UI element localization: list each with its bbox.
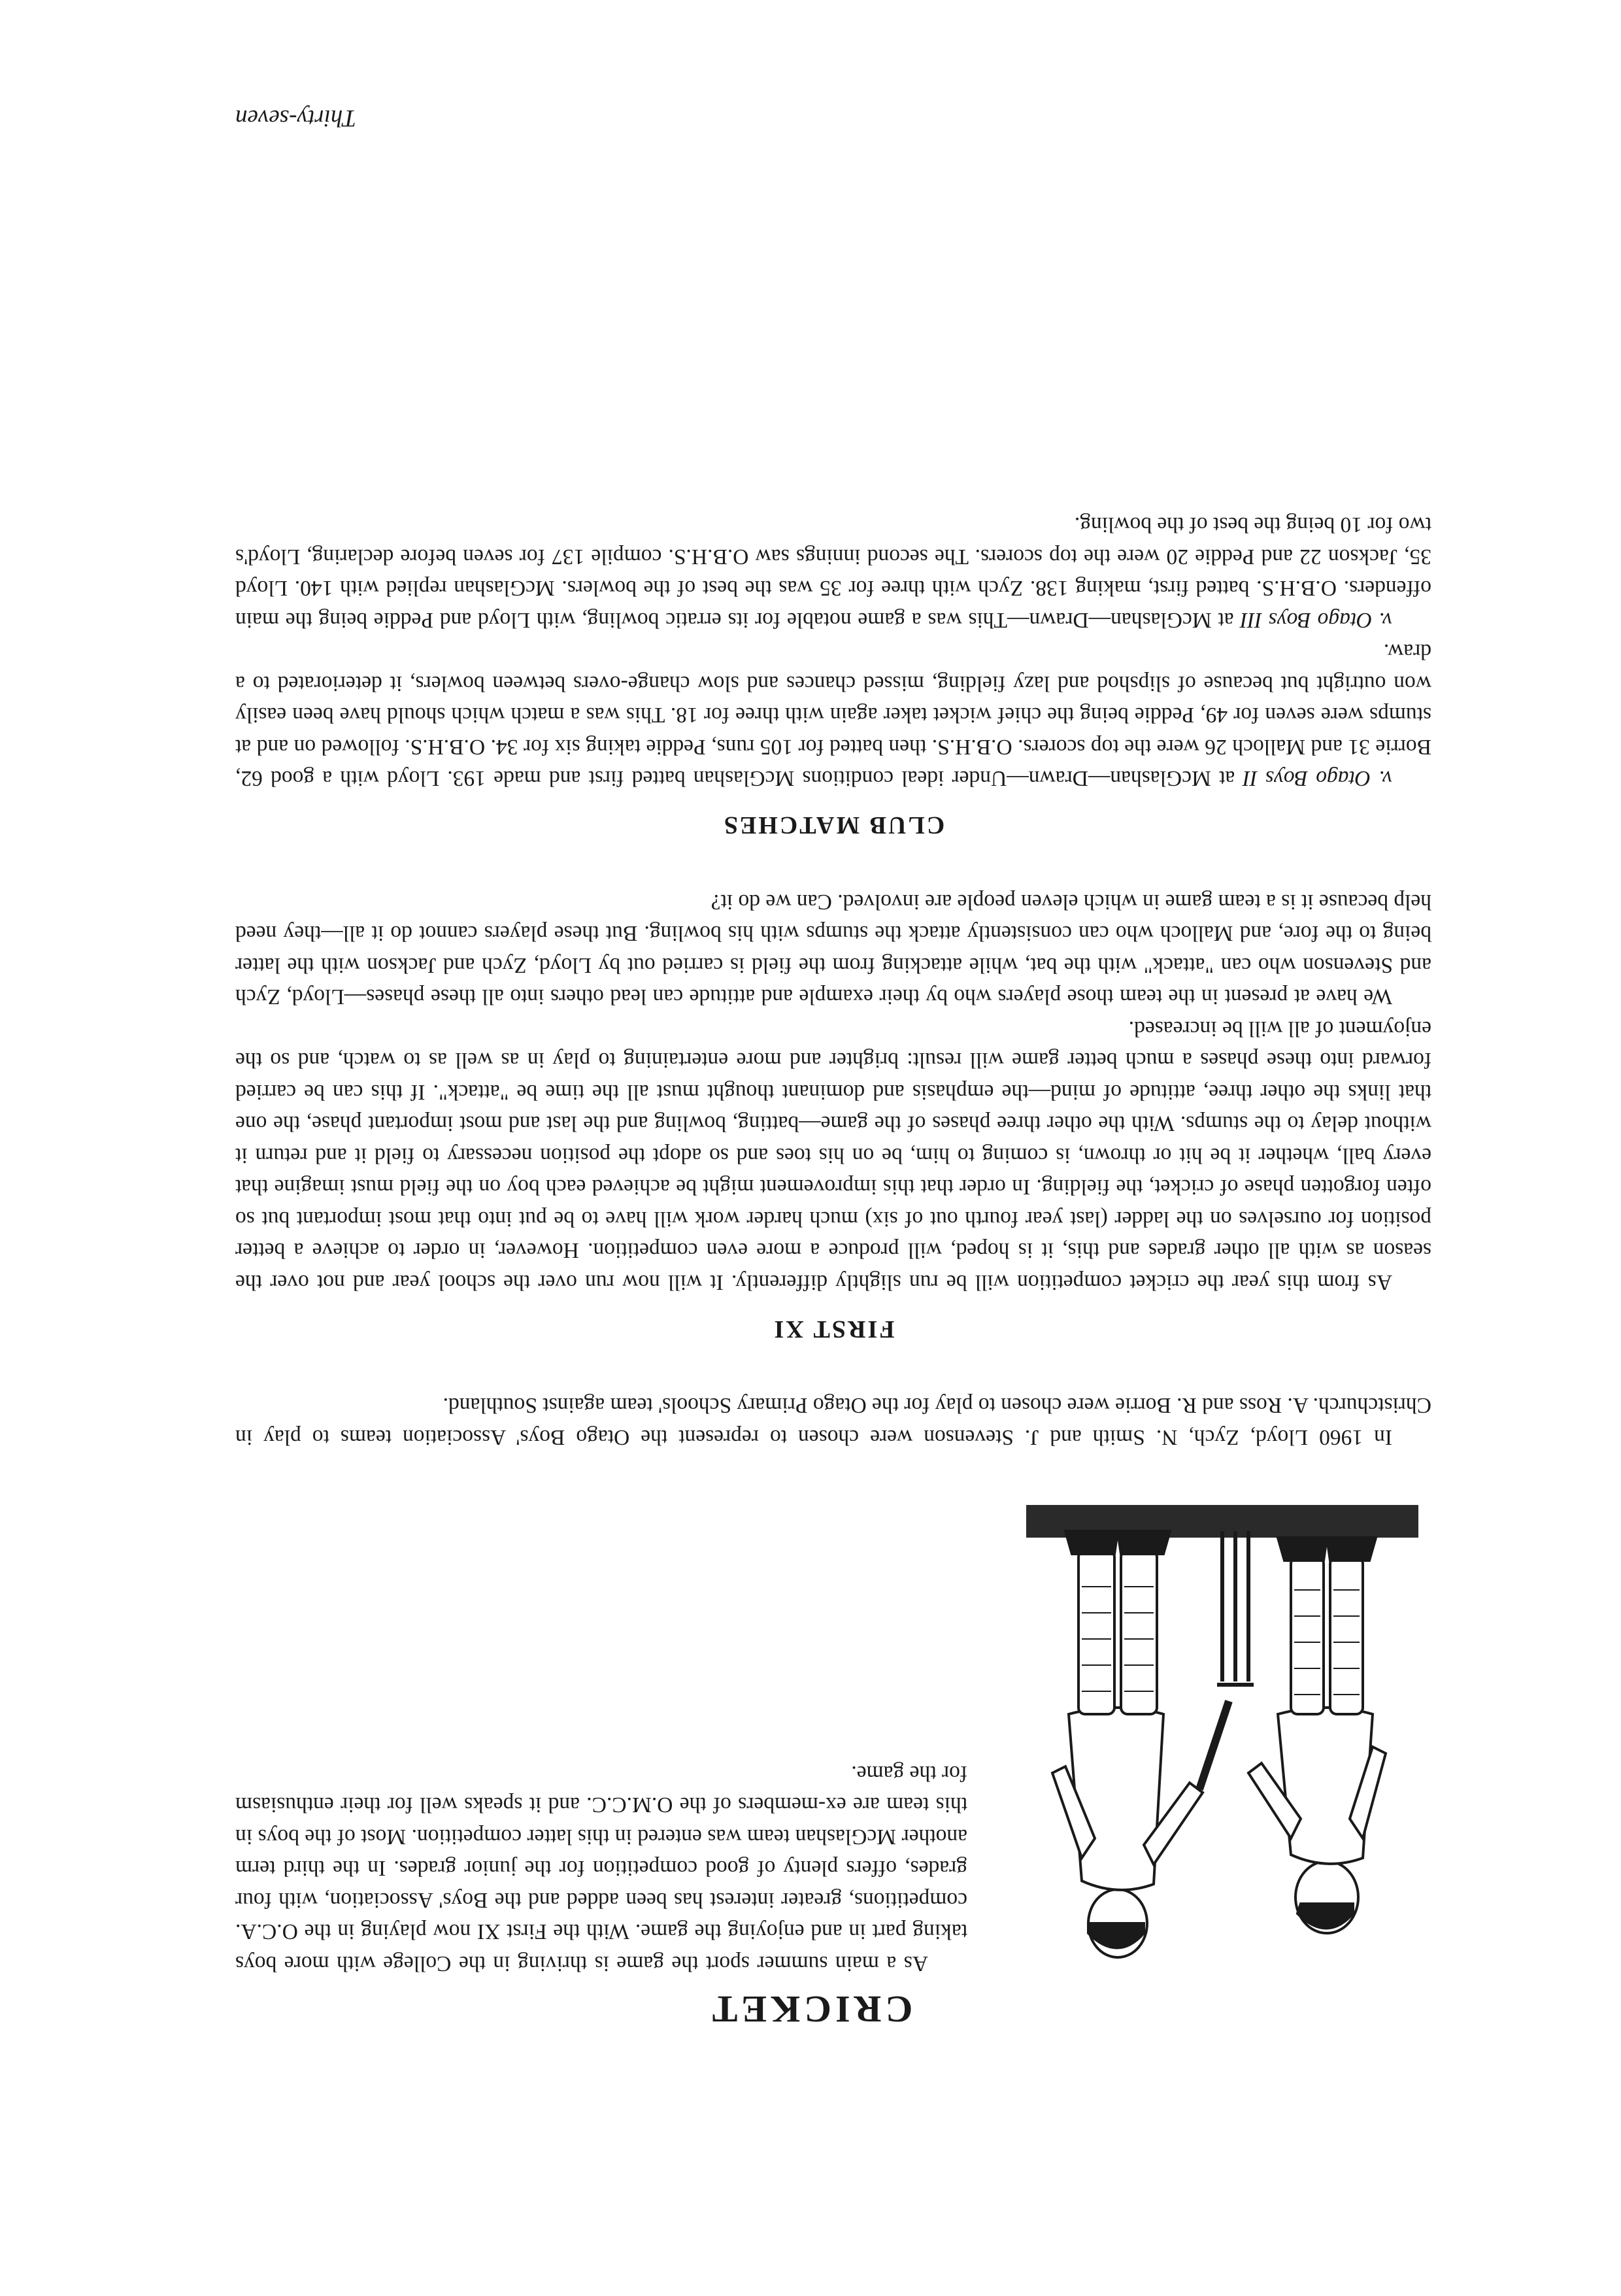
- match-2-opponent: v. Otago Boys III: [1240, 608, 1392, 632]
- page-title: CRICKET: [708, 1988, 913, 2031]
- first-xi-paragraph-1: As from this year the cricket competition will be run slightly differently. It will now run over the school year and not over the season as with all other grades and this, it is hoped, will produce a more even competition. However, in order to achieve a better position for ourselves on the ladder (last year fourth out of six) much harder work will have to be put into that most important but so often forgotten phase of cricket, the fielding. In order that this improvement might be achieved each boy on the field must imagine that every ball, whether it be hit or thrown, is coming to him, be on his toes and so adopt the position necessary to field it and return it without delay to the stumps. With the other three phases of the game—batting, bowling and the last and most important phase, the one that links the other three, attitude of mind—the emphasis and dominant thought must all the time be "attack". If this can be carried forward into these phases a much better game will result: brighter and more entertaining to play in as well as to watch, and so the enjoyment of all will be increased.: [235, 1017, 1431, 1294]
- club-match-2-paragraph: [235, 509, 1431, 635]
- intro-section: [235, 1757, 967, 1980]
- club-matches-heading: CLUB MATCHES: [722, 811, 945, 839]
- main-text-column: [235, 509, 1431, 1453]
- selection-paragraph: In 1960 Lloyd, Zych, N. Smith and J. Stevenson were chosen to represent the Otago Boys' Association teams to play in Christchurch. A. Ross and R. Borrie were chosen to play for the Otago Primary Schools' team against Southland.: [235, 1393, 1431, 1449]
- first-xi-heading: FIRST XI: [772, 1315, 895, 1343]
- page-number: Thirty-seven: [235, 105, 356, 131]
- wicketkeeper-figure: [1248, 1538, 1386, 1933]
- club-match-1-paragraph: [235, 635, 1431, 794]
- intro-paragraph: As a main summer sport the game is thriving in the College with more boys taking part in and enjoying the game. With the First XI now playing in the O.C.A. competitions, greater interest has been added and the Boys' Association, with four grades, offers plenty of good competition for the junior grades. In the third term another McGlashan team was entered in this latter competition. Most of the boys in this team are ex-members of the O.M.C.C. and it speaks well for their enthusiasm for the game.: [235, 1761, 967, 1976]
- wicket-stumps: [1217, 1531, 1254, 1685]
- match-2-text: at McGlashan—Drawn—This was a game notable for its erratic bowling, with Lloyd and Peddie being the main offenders. O.B.H.S. batted first, making 138. Zych with three for 35 was the best of the bowlers. McGlashan replied with 140. Lloyd 35, Jackson 22 and Peddie 20 were the top scorers. The second innings saw O.B.H.S. compile 137 for seven before declaring, Lloyd's two for 10 being the best of the bowling.: [235, 513, 1431, 632]
- batsman-figure: [1052, 1531, 1229, 1957]
- match-1-text: at McGlashan—Drawn—Under ideal conditions McGlashan batted first and made 193. Lloyd with a good 62, Borrie 31 and Malloch 26 were the top scorers. O.B.H.S. then batted for 105 runs, Peddie taking six for 34. O.B.H.S. followed on and at stumps were seven for 49, Peddie being the chief wicket taker again with three for 18. This was a match which should have been easily won outright but because of slipshod and lazy fielding, missed chances and slow change-overs between bowlers, it deteriorated to a draw.: [235, 639, 1431, 791]
- cricket-players-illustration: [1020, 1459, 1425, 1989]
- match-1-opponent: v. Otago Boys II: [1243, 766, 1392, 791]
- cricket-players-drawing: [1020, 1459, 1425, 1989]
- first-xi-paragraph-2: We have at present in the team those players who by their example and attitude can lead others into all these phases—Lloyd, Zych and Stevenson who can "attack" with the bat, while attacking from the field is carried out by Lloyd, Zych and Jackson with the latter being to the fore, and Malloch who can consistently attack the stumps with his bowling. But these players cannot do it all—they need help because it is a team game in which eleven people are involved. Can we do it?: [235, 890, 1431, 1009]
